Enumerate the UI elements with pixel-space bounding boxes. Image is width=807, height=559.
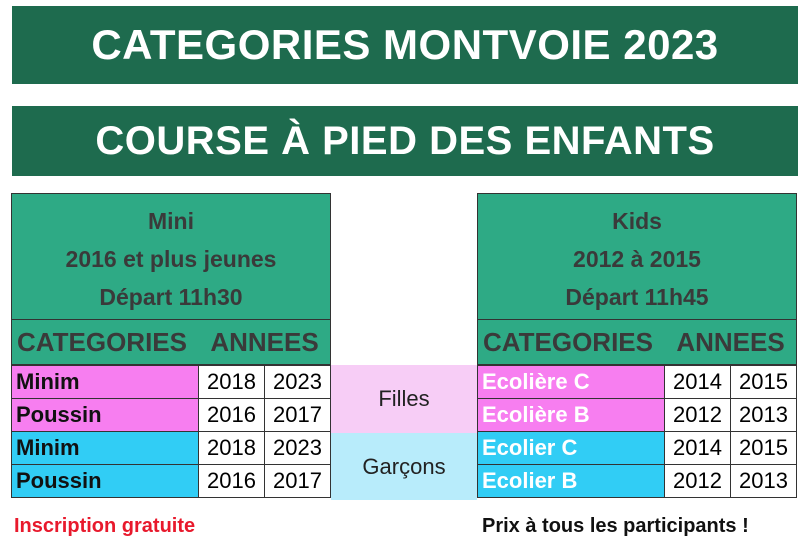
kids-col-categories: CATEGORIES: [483, 326, 653, 357]
table-row: [478, 366, 797, 399]
year-end: 2015: [731, 366, 797, 399]
mini-group: Mini: [148, 208, 194, 234]
year-start: 2018: [199, 432, 265, 465]
year-start: 2014: [665, 432, 731, 465]
mini-column-header: [11, 319, 331, 365]
table-row: [478, 432, 797, 465]
year-end: 2015: [731, 432, 797, 465]
year-start: 2016: [199, 399, 265, 432]
kids-group: Kids: [612, 208, 662, 234]
table-row: [478, 465, 797, 498]
year-start: 2018: [199, 366, 265, 399]
category-name: Ecolier B: [478, 465, 665, 498]
mini-col-categories: CATEGORIES: [17, 326, 187, 357]
page-subtitle: COURSE À PIED DES ENFANTS: [12, 106, 798, 176]
mini-years: 2016 et plus jeunes: [65, 246, 277, 272]
free-registration-note: Inscription gratuite: [14, 515, 196, 537]
year-start: 2012: [665, 399, 731, 432]
mini-header: [11, 193, 331, 319]
category-name: Minim: [12, 366, 199, 399]
category-name: Poussin: [12, 465, 199, 498]
category-name: Poussin: [12, 399, 199, 432]
table-row: [478, 399, 797, 432]
year-end: 2017: [265, 465, 331, 498]
kids-table: [477, 193, 797, 498]
mini-start: Départ 11h30: [99, 284, 243, 310]
year-end: 2023: [265, 432, 331, 465]
table-row: [12, 465, 331, 498]
year-start: 2016: [199, 465, 265, 498]
kids-start: Départ 11h45: [565, 284, 709, 310]
kids-header: [477, 193, 797, 319]
table-row: [12, 399, 331, 432]
year-start: 2014: [665, 366, 731, 399]
girls-label: Filles: [331, 365, 477, 433]
table-row: [12, 432, 331, 465]
kids-column-header: [477, 319, 797, 365]
boys-label: Garçons: [331, 433, 477, 500]
prizes-note: Prix à tous les participants !: [482, 515, 749, 537]
year-end: 2013: [731, 399, 797, 432]
mini-table: [11, 193, 331, 498]
table-row: [12, 366, 331, 399]
category-name: Ecolière B: [478, 399, 665, 432]
year-start: 2012: [665, 465, 731, 498]
kids-years: 2012 à 2015: [573, 246, 701, 272]
year-end: 2017: [265, 399, 331, 432]
category-name: Ecolière C: [478, 366, 665, 399]
year-end: 2023: [265, 366, 331, 399]
category-name: Ecolier C: [478, 432, 665, 465]
page-title: CATEGORIES MONTVOIE 2023: [12, 6, 798, 84]
category-name: Minim: [12, 432, 199, 465]
year-end: 2013: [731, 465, 797, 498]
kids-col-years: ANNEES: [676, 326, 785, 357]
mini-col-years: ANNEES: [210, 326, 319, 357]
